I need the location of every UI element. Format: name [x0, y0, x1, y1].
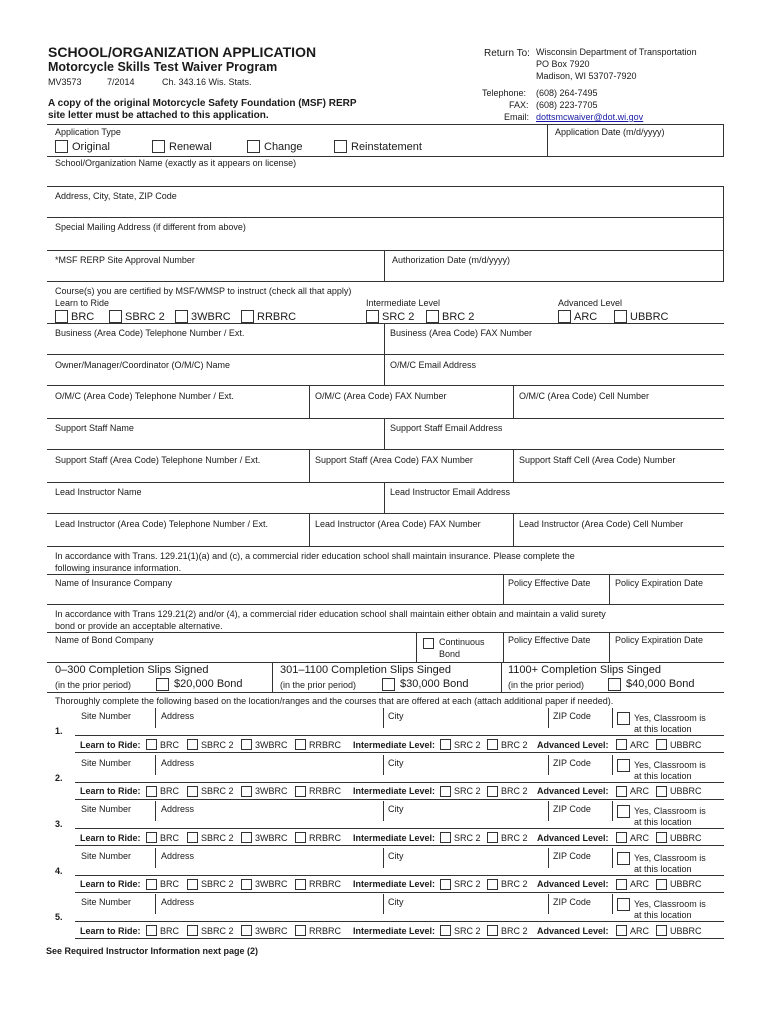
site-rrbrc-checkbox[interactable]: [295, 832, 306, 843]
school-name-label: School/Organization Name (exactly as it appears on license): [55, 158, 297, 168]
site-3wbrc-label: 3WBRC: [255, 925, 288, 936]
tier3-checkbox[interactable]: [608, 678, 621, 691]
site-brc2-label: BRC 2: [501, 879, 528, 889]
site-sbrc2-checkbox[interactable]: [187, 739, 198, 750]
site-brc-checkbox[interactable]: [146, 786, 157, 797]
site-approval-label: *MSF RERP Site Approval Number: [55, 255, 195, 265]
site-arc-checkbox[interactable]: [616, 832, 627, 843]
intermediate-heading: Intermediate Level: [366, 298, 441, 308]
course-sbrc2-checkbox[interactable]: [109, 310, 122, 323]
course-brc2-label: BRC 2: [442, 310, 475, 323]
site-city-label: City: [388, 757, 404, 768]
classroom-checkbox[interactable]: [617, 712, 630, 725]
tier1-range: 0–300 Completion Slips Signed: [55, 664, 209, 676]
renewal-label: Renewal: [169, 140, 212, 153]
site-arc-label: ARC: [630, 832, 650, 843]
site-brc-checkbox[interactable]: [146, 739, 157, 750]
site-brc2-checkbox[interactable]: [487, 786, 498, 797]
lead-instructor-fax-label: Lead Instructor (Area Code) FAX Number: [315, 519, 481, 529]
site-ltr-label: Learn to Ride:: [80, 925, 141, 936]
continuous-label: Continuous: [439, 637, 485, 647]
site-ltr-label: Learn to Ride:: [80, 786, 141, 796]
return-address-line3: Madison, WI 53707-7920: [536, 71, 637, 81]
site-rrbrc-label: RRBRC: [309, 925, 342, 936]
site-src2-label: SRC 2: [454, 786, 481, 796]
bond-expiration-label: Policy Expiration Date: [615, 635, 704, 645]
classroom-label-line2: at this location: [634, 910, 692, 920]
tier3-period: (in the prior period): [508, 680, 585, 690]
support-staff-cell-label: Support Staff Cell (Area Code) Number: [519, 455, 676, 465]
site-ubbrc-checkbox[interactable]: [656, 739, 667, 750]
business-phone-label: Business (Area Code) Telephone Number / Ext.: [55, 328, 245, 338]
sites-instruction: Thoroughly complete the following based on the location/ranges and the courses that are offered at each (attach additional paper if needed).: [55, 696, 614, 706]
tier2-checkbox[interactable]: [382, 678, 395, 691]
site-adv-label: Advanced Level:: [537, 739, 609, 750]
site-sbrc2-label: SBRC 2: [201, 925, 234, 936]
business-fax-label: Business (Area Code) FAX Number: [390, 328, 533, 338]
site-number-label: Site Number: [81, 757, 132, 768]
lead-instructor-email-label: Lead Instructor Email Address: [390, 487, 511, 497]
classroom-label-line1: Yes, Classroom is: [634, 899, 706, 909]
tier2-amount: $30,000 Bond: [400, 678, 469, 690]
site-3wbrc-checkbox[interactable]: [241, 879, 252, 890]
site-3wbrc-checkbox[interactable]: [241, 739, 252, 750]
site-arc-checkbox[interactable]: [616, 925, 627, 936]
site-sbrc2-checkbox[interactable]: [187, 832, 198, 843]
reinstatement-label: Reinstatement: [351, 140, 422, 153]
support-staff-email-label: Support Staff Email Address: [390, 423, 503, 433]
telephone-label: Telephone:: [482, 88, 527, 98]
classroom-label-line1: Yes, Classroom is: [634, 806, 706, 816]
site-brc2-checkbox[interactable]: [487, 739, 498, 750]
site-arc-label: ARC: [630, 786, 650, 796]
insurance-text-line1: In accordance with Trans. 129.21(1)(a) and (c), a commercial rider education school shall maintain insurance. Please complete the: [55, 551, 575, 561]
site-ubbrc-checkbox[interactable]: [656, 786, 667, 797]
site-ubbrc-label: UBBRC: [670, 925, 702, 936]
courses-label: Course(s) you are certified by MSF/WMSP to instruct (check all that apply): [55, 286, 352, 296]
form-title: SCHOOL/ORGANIZATION APPLICATION: [48, 44, 317, 60]
insurance-expiration-label: Policy Expiration Date: [615, 578, 704, 588]
course-3wbrc-label: 3WBRC: [191, 310, 231, 323]
fax-label: FAX:: [509, 100, 529, 110]
course-sbrc2-label: SBRC 2: [125, 310, 165, 323]
fax-value: (608) 223-7705: [536, 100, 598, 110]
email-link[interactable]: dottsmcwaiver@dot.wi.gov: [536, 112, 644, 122]
site-sbrc2-checkbox[interactable]: [187, 879, 198, 890]
site-ubbrc-label: UBBRC: [670, 879, 702, 889]
application-date-label: Application Date (m/d/yyyy): [555, 127, 665, 137]
lead-instructor-phone-label: Lead Instructor (Area Code) Telephone Number / Ext.: [55, 519, 268, 529]
site-brc-label: BRC: [160, 832, 180, 843]
course-arc-label: ARC: [574, 310, 598, 323]
classroom-label-line2: at this location: [634, 817, 692, 827]
course-src2-checkbox[interactable]: [366, 310, 379, 323]
site-ltr-label: Learn to Ride:: [80, 739, 141, 750]
site-rrbrc-label: RRBRC: [309, 786, 342, 796]
classroom-label-line2: at this location: [634, 724, 692, 734]
learn-to-ride-heading: Learn to Ride: [55, 298, 110, 308]
site-ubbrc-checkbox[interactable]: [656, 879, 667, 890]
site-ubbrc-checkbox[interactable]: [656, 925, 667, 936]
lead-instructor-cell-label: Lead Instructor (Area Code) Cell Number: [519, 519, 684, 529]
site-index: 1.: [55, 726, 63, 736]
site-src2-label: SRC 2: [454, 739, 481, 750]
course-3wbrc-checkbox[interactable]: [175, 310, 188, 323]
site-arc-label: ARC: [630, 925, 650, 936]
site-ltr-label: Learn to Ride:: [80, 879, 141, 889]
bond-company-label: Name of Bond Company: [55, 635, 154, 645]
site-rrbrc-label: RRBRC: [309, 879, 342, 889]
site-address-label: Address: [161, 711, 195, 721]
site-rrbrc-label: RRBRC: [309, 832, 342, 843]
insurance-text-line2: following insurance information.: [55, 563, 182, 573]
classroom-checkbox[interactable]: [617, 852, 630, 865]
site-brc-checkbox[interactable]: [146, 925, 157, 936]
site-src2-label: SRC 2: [454, 879, 481, 889]
site-rrbrc-checkbox[interactable]: [295, 879, 306, 890]
course-brc2-checkbox[interactable]: [426, 310, 439, 323]
attachment-notice-line1: A copy of the original Motorcycle Safety Foundation (MSF) RERP: [48, 98, 357, 109]
bond-effective-label: Policy Effective Date: [508, 635, 591, 645]
support-staff-name-label: Support Staff Name: [55, 423, 134, 433]
site-src2-label: SRC 2: [454, 832, 481, 843]
classroom-checkbox[interactable]: [617, 805, 630, 818]
site-index: 2.: [55, 772, 63, 783]
site-adv-label: Advanced Level:: [537, 832, 609, 843]
course-ubbrc-checkbox[interactable]: [614, 310, 627, 323]
bond-text-line2: bond or provide an acceptable alternative.: [55, 621, 223, 631]
form-date: 7/2014: [107, 77, 135, 87]
address-label: Address, City, State, ZIP Code: [55, 191, 177, 201]
classroom-label-line1: Yes, Classroom is: [634, 713, 706, 723]
omc-fax-label: O/M/C (Area Code) FAX Number: [315, 391, 447, 401]
tier1-checkbox[interactable]: [156, 678, 169, 691]
classroom-label-line1: Yes, Classroom is: [634, 852, 706, 863]
site-zip-label: ZIP Code: [553, 757, 591, 768]
site-city-label: City: [388, 711, 404, 721]
site-brc-label: BRC: [160, 925, 180, 936]
site-address-label: Address: [161, 850, 195, 861]
site-zip-label: ZIP Code: [553, 804, 591, 814]
site-brc2-label: BRC 2: [501, 832, 528, 843]
insurance-effective-label: Policy Effective Date: [508, 578, 591, 588]
omc-email-label: O/M/C Email Address: [390, 360, 477, 370]
site-3wbrc-checkbox[interactable]: [241, 832, 252, 843]
tier1-amount: $20,000 Bond: [174, 678, 243, 690]
site-ubbrc-label: UBBRC: [670, 832, 702, 843]
site-brc2-label: BRC 2: [501, 925, 528, 936]
original-checkbox[interactable]: [55, 140, 68, 153]
site-rrbrc-label: RRBRC: [309, 739, 342, 750]
site-3wbrc-label: 3WBRC: [255, 832, 288, 843]
next-page-note: See Required Instructor Information next page (2): [46, 946, 259, 956]
site-sbrc2-label: SBRC 2: [201, 739, 234, 750]
site-int-label: Intermediate Level:: [353, 925, 436, 936]
site-src2-checkbox[interactable]: [440, 925, 451, 936]
site-src2-checkbox[interactable]: [440, 832, 451, 843]
change-label: Change: [264, 140, 303, 153]
site-arc-label: ARC: [630, 879, 650, 889]
course-ubbrc-label: UBBRC: [630, 310, 669, 323]
authorization-date-label: Authorization Date (m/d/yyyy): [392, 255, 511, 265]
site-int-label: Intermediate Level:: [353, 786, 436, 796]
tier3-amount: $40,000 Bond: [626, 678, 695, 690]
course-rrbrc-checkbox[interactable]: [241, 310, 254, 323]
site-city-label: City: [388, 850, 404, 861]
site-sbrc2-label: SBRC 2: [201, 879, 234, 889]
renewal-checkbox[interactable]: [152, 140, 165, 153]
site-brc2-checkbox[interactable]: [487, 925, 498, 936]
site-brc2-label: BRC 2: [501, 739, 528, 750]
site-adv-label: Advanced Level:: [537, 786, 609, 796]
site-city-label: City: [388, 804, 404, 814]
site-brc-label: BRC: [160, 786, 180, 796]
site-brc2-checkbox[interactable]: [487, 832, 498, 843]
site-sbrc2-label: SBRC 2: [201, 786, 234, 796]
return-address-line2: PO Box 7920: [536, 59, 590, 69]
site-int-label: Intermediate Level:: [353, 739, 436, 750]
insurance-company-label: Name of Insurance Company: [55, 578, 173, 588]
telephone-value: (608) 264-7495: [536, 88, 598, 98]
site-src2-checkbox[interactable]: [440, 739, 451, 750]
advanced-heading: Advanced Level: [558, 298, 623, 308]
email-label: Email:: [504, 112, 530, 122]
site-sbrc2-label: SBRC 2: [201, 832, 234, 843]
site-number-label: Site Number: [81, 804, 132, 814]
change-checkbox[interactable]: [247, 140, 260, 153]
tier2-period: (in the prior period): [280, 680, 357, 690]
site-city-label: City: [388, 897, 404, 907]
original-label: Original: [72, 140, 110, 153]
classroom-checkbox[interactable]: [617, 759, 630, 772]
site-src2-label: SRC 2: [454, 925, 481, 936]
site-brc-label: BRC: [160, 739, 180, 750]
omc-name-label: Owner/Manager/Coordinator (O/M/C) Name: [55, 360, 231, 370]
classroom-label-line1: Yes, Classroom is: [634, 759, 706, 770]
site-rrbrc-checkbox[interactable]: [295, 739, 306, 750]
site-adv-label: Advanced Level:: [537, 925, 609, 936]
continuous-bond-checkbox[interactable]: [423, 638, 434, 649]
course-brc-label: BRC: [71, 310, 95, 323]
site-3wbrc-label: 3WBRC: [255, 786, 288, 796]
application-type-label: Application Type: [55, 127, 121, 137]
site-3wbrc-label: 3WBRC: [255, 879, 288, 889]
site-index: 5.: [55, 912, 63, 922]
site-sbrc2-checkbox[interactable]: [187, 786, 198, 797]
tier3-range: 1100+ Completion Slips Singed: [508, 664, 661, 676]
tier1-period: (in the prior period): [55, 680, 132, 690]
site-3wbrc-label: 3WBRC: [255, 739, 288, 750]
site-int-label: Intermediate Level:: [353, 832, 436, 843]
site-number-label: Site Number: [81, 711, 132, 721]
course-src2-label: SRC 2: [382, 310, 415, 323]
site-address-label: Address: [161, 757, 195, 768]
classroom-checkbox[interactable]: [617, 898, 630, 911]
support-staff-phone-label: Support Staff (Area Code) Telephone Number / Ext.: [55, 455, 261, 465]
site-zip-label: ZIP Code: [553, 897, 591, 907]
form-number: MV3573: [48, 77, 82, 87]
classroom-label-line2: at this location: [634, 770, 692, 781]
site-number-label: Site Number: [81, 850, 132, 861]
site-arc-checkbox[interactable]: [616, 879, 627, 890]
return-to-label: Return To:: [484, 48, 530, 59]
site-ubbrc-label: UBBRC: [670, 739, 702, 750]
site-brc-checkbox[interactable]: [146, 879, 157, 890]
site-rrbrc-checkbox[interactable]: [295, 925, 306, 936]
classroom-label-line2: at this location: [634, 863, 692, 874]
site-src2-checkbox[interactable]: [440, 879, 451, 890]
site-address-label: Address: [161, 804, 195, 814]
bond-text-line1: In accordance with Trans 129.21(2) and/or (4), a commercial rider education school shall maintain either obtain and maintain a valid surety: [55, 609, 606, 619]
site-zip-label: ZIP Code: [553, 850, 591, 861]
site-index: 4.: [55, 865, 63, 876]
support-staff-fax-label: Support Staff (Area Code) FAX Number: [315, 455, 473, 465]
site-brc2-label: BRC 2: [501, 786, 528, 796]
reinstatement-checkbox[interactable]: [334, 140, 347, 153]
form-subtitle: Motorcycle Skills Test Waiver Program: [48, 60, 278, 74]
site-3wbrc-checkbox[interactable]: [241, 786, 252, 797]
site-ubbrc-checkbox[interactable]: [656, 832, 667, 843]
return-address-line1: Wisconsin Department of Transportation: [536, 47, 697, 57]
site-number-label: Site Number: [81, 897, 132, 907]
site-ltr-label: Learn to Ride:: [80, 832, 141, 843]
site-zip-label: ZIP Code: [553, 711, 591, 721]
lead-instructor-name-label: Lead Instructor Name: [55, 487, 142, 497]
course-rrbrc-label: RRBRC: [257, 310, 297, 323]
site-arc-label: ARC: [630, 739, 650, 750]
bond-label: Bond: [439, 649, 461, 659]
course-brc-checkbox[interactable]: [55, 310, 68, 323]
site-src2-checkbox[interactable]: [440, 786, 451, 797]
course-arc-checkbox[interactable]: [558, 310, 571, 323]
site-address-label: Address: [161, 897, 195, 907]
tier2-range: 301–1100 Completion Slips Singed: [280, 664, 452, 676]
site-brc-checkbox[interactable]: [146, 832, 157, 843]
omc-cell-label: O/M/C (Area Code) Cell Number: [519, 391, 650, 401]
site-rrbrc-checkbox[interactable]: [295, 786, 306, 797]
site-adv-label: Advanced Level:: [537, 879, 609, 889]
site-arc-checkbox[interactable]: [616, 786, 627, 797]
omc-phone-label: O/M/C (Area Code) Telephone Number / Ext.: [55, 391, 234, 401]
form-statute: Ch. 343.16 Wis. Stats.: [162, 77, 252, 87]
site-arc-checkbox[interactable]: [616, 739, 627, 750]
site-int-label: Intermediate Level:: [353, 879, 436, 889]
special-mailing-label: Special Mailing Address (if different from above): [55, 222, 246, 232]
site-sbrc2-checkbox[interactable]: [187, 925, 198, 936]
site-brc2-checkbox[interactable]: [487, 879, 498, 890]
site-index: 3.: [55, 819, 63, 829]
site-3wbrc-checkbox[interactable]: [241, 925, 252, 936]
attachment-notice-line2: site letter must be attached to this application.: [48, 110, 269, 121]
site-brc-label: BRC: [160, 879, 180, 889]
site-ubbrc-label: UBBRC: [670, 786, 702, 796]
